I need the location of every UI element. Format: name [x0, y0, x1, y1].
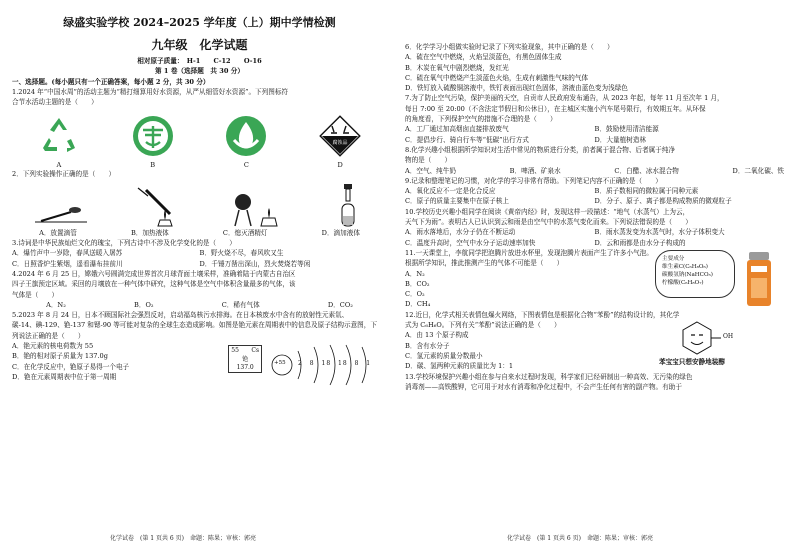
q10-options-row-2 — [405, 238, 784, 248]
q3-option-d[interactable]: D．千锤万凿出深山，烈火焚烧若等闲 — [199, 259, 311, 268]
q12-option-b[interactable]: B．含有水分子 — [405, 341, 450, 350]
cs-number: 55 — [231, 347, 239, 355]
heating-test-tube-icon — [130, 184, 190, 228]
q12-option-a[interactable]: A．由 13 个原子构成 — [405, 331, 469, 340]
q13-line-1: 13.学校环境保护兴趣小组在参与自来水过程时发现，科学家们已经研制出一种高效、无污染的绿色 — [405, 372, 693, 381]
section-1-heading: 一、选择题。(每小题只有一个正确答案，每小题 2 分，共 30 分） — [12, 77, 210, 86]
left-footer: 化学试卷 (第 1 页共 6 页) 命题：陈果；审核：郭亮 — [110, 535, 256, 542]
q5-option-d[interactable]: D．铯在元素周期表中位于第一周期 — [12, 372, 117, 381]
q7-line-3: 的角度看，下列保护空气的措施不合理的是（ ） — [405, 115, 557, 124]
bubble-line-4: 柠檬酸(C₆H₈O₇) — [662, 280, 704, 287]
q8-option-a[interactable]: A．空气、纯牛奶 — [405, 166, 456, 175]
q7-option-a[interactable]: A．工厂通过加高烟囱直接排放废气 — [405, 125, 509, 134]
q8-options — [405, 166, 784, 176]
q7-option-d[interactable]: D．大量植树造林 — [594, 135, 646, 144]
q1-options — [12, 161, 387, 169]
q11-option-c[interactable]: C．O₂ — [405, 290, 425, 299]
q2-images — [12, 182, 387, 228]
q5-option-a[interactable]: A．铯元素的核电荷数为 55 — [12, 342, 94, 351]
cs-shells: 2 8 18 18 8 1 — [298, 360, 372, 368]
school-title: 绿盛实验学校 2024–2025 学年度（上）期中学情检测 — [63, 16, 336, 29]
q4-option-a[interactable]: A．N₂ — [46, 300, 66, 309]
q4-option-c[interactable]: C．稀有气体 — [221, 300, 260, 309]
q7-option-c[interactable]: C．提倡步行、骑自行车等“低碳”出行方式 — [405, 135, 529, 144]
q12-block — [405, 330, 784, 371]
cs-mass: 137.0 — [236, 364, 254, 372]
ingredients-bubble — [655, 250, 735, 298]
q9-stem: 9.记录和整理笔记的习惯，对化学的学习非常有帮助。下列笔记内容不正确的是（ ） — [405, 176, 662, 185]
q3-options-row-1 — [12, 248, 387, 258]
q10-option-b[interactable]: B．雨水蒸发变为水蒸气时，水分子体积变大 — [594, 228, 725, 237]
q11-text — [405, 258, 655, 309]
q13-line-2: 消毒剂——高铁酸钾，它可用于对水有消毒和净化过程中，不会产生任何有害的副产物。有助于 — [405, 382, 682, 391]
q1-option-a[interactable]: A — [56, 161, 62, 170]
q1-icons — [12, 111, 387, 161]
q3-option-a[interactable]: A．爆竹声中一岁除，春风送暖入屠苏 — [12, 249, 123, 258]
phenol-caption: 苯宝宝只想安静地装醇 — [659, 358, 725, 367]
q2-options — [12, 228, 387, 238]
q7-option-b[interactable]: B．鼓励使用清洁能源 — [594, 125, 659, 134]
q5-line-3: 列说法正确的是（ ） — [12, 331, 85, 340]
bubble-line-2: 维生素C(C₆H₈O₆) — [662, 264, 708, 271]
q9-options-row-2 — [405, 196, 784, 206]
q7-options-row-1 — [405, 124, 784, 134]
q11-line-2: 根据所学知识，推此推测产生的气体不可能是（ ） — [405, 259, 564, 268]
q2-option-d[interactable]: D．滴加液体 — [321, 228, 360, 237]
q6-option-c[interactable]: C．硫在氧气中燃烧产生淡蓝色火焰，生成有刺激性气味的气体 — [405, 73, 589, 82]
phenol-meme-figure — [655, 320, 780, 366]
q4-line-1: 4.2024 年 6 月 25 日，嫦娥六号圆满完成世界首次月球背面土壤采样，准确着陆于内蒙古自治区 — [12, 269, 296, 278]
cs-nucleus: +55 — [274, 360, 286, 367]
q12-option-d[interactable]: D．碳、氢两种元素的质量比为 1：1 — [405, 362, 514, 371]
q8-line-2: 物的是（ ） — [405, 156, 452, 165]
q12-option-c[interactable]: C．氢元素的质量分数最小 — [405, 351, 483, 360]
q4-options — [12, 300, 387, 310]
q10-option-a[interactable]: A．雨水落地后，水分子仍在不断运动 — [405, 228, 516, 237]
effervescent-tablet-figure — [655, 250, 780, 308]
dropper-on-table-icon — [31, 188, 91, 228]
q8-option-d[interactable]: D．二氧化碳、铁 — [732, 166, 784, 175]
q12-line-1: 12.近日，化学式相关表情包爆火网络，下图表情包是根据化合物“苯酚”的结构设计的，其化学 — [405, 310, 680, 319]
q6-stem: 6．化学学习小组做实验时记录了下列实验现象，其中正确的是（ ） — [405, 43, 614, 51]
q4-option-d[interactable]: D．CO₂ — [327, 300, 353, 309]
q3-options-row-2 — [12, 259, 387, 269]
q8-line-1: 8.化学兴趣小组根据所学知识对生活中常见的物质进行分类，前者属于混合物、后者属于纯净 — [405, 145, 676, 154]
q9-option-c[interactable]: C．原子的质量主要集中在原子核上 — [405, 197, 509, 206]
q3-option-b[interactable]: B．野火烧不尽，春风吹又生 — [199, 249, 284, 258]
q11-option-d[interactable]: D．CH₄ — [405, 300, 431, 309]
atomic-mass: 相对原子质量： H-1 C-12 O-16 — [137, 57, 262, 65]
q5-options — [12, 341, 210, 389]
phenol-oh: OH — [723, 333, 734, 341]
q2-option-a[interactable]: A．放置滴管 — [39, 228, 77, 237]
q5-option-b[interactable]: B．铯的相对原子质量为 137.0g — [12, 352, 108, 361]
q8-option-c[interactable]: C．白醋、冰水混合物 — [614, 166, 679, 175]
adding-liquid-test-tube-icon — [328, 182, 368, 228]
q5-line-2: 碳-14、碘-129、铯-137 和锶-90 等可能对复杂的全球生态造成影响。如图是铯元素在周期表中的信息及原子结构示意图，下 — [12, 321, 377, 330]
q3-option-c[interactable]: C．日照香炉生紫烟，遥看瀑布挂前川 — [12, 259, 123, 268]
q11-option-a[interactable]: A．N₂ — [405, 269, 425, 278]
cs-periodic-cell — [228, 345, 262, 373]
q6-option-b[interactable]: B．木炭在氧气中剧烈燃烧，发红光 — [405, 63, 509, 72]
q5-block — [12, 341, 387, 389]
q2-option-b[interactable]: B．加热液体 — [130, 228, 169, 237]
q10-option-d[interactable]: D．云和雨都是由水分子构成的 — [594, 238, 686, 247]
q4-option-b[interactable]: B．O₂ — [134, 300, 154, 309]
q9-option-a[interactable]: A．氧化反应不一定是化合反应 — [405, 187, 496, 196]
q7-options-row-2 — [405, 135, 784, 145]
water-drop-circle-icon — [224, 114, 268, 158]
q1-line-2: 合节水活动主题的是（ ） — [12, 98, 98, 107]
q9-options-row-1 — [405, 186, 784, 196]
right-page — [397, 0, 794, 550]
cs-atom-diagram — [268, 341, 387, 389]
q5-option-c[interactable]: C．在化学反应中，铯原子易得一个电子 — [12, 362, 130, 371]
q12-line-2: 式为 C₆H₆O。下列有关“苯酚”说法正确的是（ ） — [405, 321, 561, 330]
q1-option-c[interactable]: C — [243, 161, 249, 170]
blowing-out-lamp-icon — [229, 184, 289, 228]
q10-option-c[interactable]: C．温度升高时，空气中水分子运动速率加快 — [405, 238, 536, 247]
tablet-tube-icon — [741, 250, 777, 308]
q6-option-d[interactable]: D．铁钉放入硫酸铜溶液中，铁钉表面出现红色固体，溶液由蓝色变为浅绿色 — [405, 84, 628, 93]
q9-option-b[interactable]: B．质子数相同的微粒属于同种元素 — [594, 187, 699, 196]
water-saving-logo-icon — [131, 114, 175, 158]
q11-line-1: 11.一天课堂上，李航同学把泡腾片放进水杯里，发现泡腾片表面产生了许多小气泡。 — [405, 248, 653, 257]
q11-block — [405, 258, 784, 309]
q11-option-b[interactable]: B．CO₂ — [405, 279, 430, 288]
q7-line-1: 7.为了防止空气污染，保护美丽的天空，自贡市人民政府发布通告，从 2023 年起，每年 11 月至次年 1 月， — [405, 94, 724, 103]
q3-stem: 3.诗词是中华民族灿烂文化的瑰宝，下列古诗中不涉及化学变化的是（ ） — [12, 239, 236, 248]
q10-line-2: 天气下为雨”。表明古人已认识到云和雨是由空气中的水蒸气变化而来。下列说法错误的是（ ） — [405, 218, 692, 227]
q8-option-b[interactable]: B．啤酒、矿泉水 — [509, 166, 561, 175]
recycle-icon — [37, 114, 81, 158]
q10-options-row-1 — [405, 227, 784, 237]
q5-line-1: 5.2023 年 8 月 24 日，日本不顾国际社会强烈反对，启动福岛核污水排海。在日本核废水中含有的放射性元素氚、 — [12, 311, 349, 320]
q10-line-1: 10.学校历史兴趣小组同学在阅读《黄帝内经》时，发现这样一段描述：“地气（水蒸气）上为云， — [405, 207, 690, 216]
q4-line-2: 四子王旗预定区域。采回的月壤放在一种气体中研究，这种气体是空气中体积含量最多的气体，该 — [12, 280, 296, 289]
q4-line-3: 气体是（ ） — [12, 290, 59, 299]
q1-option-b[interactable]: B — [150, 161, 156, 170]
corrosive-hazard-icon — [318, 114, 362, 158]
cs-name: 铯 — [242, 355, 249, 363]
q9-option-d[interactable]: D．分子、原子、离子都是构成物质的微观粒子 — [594, 197, 732, 206]
right-footer: 化学试卷 (第 1 页共 6 页) 命题：陈果；审核：郭亮 — [507, 535, 653, 542]
q2-stem: 2．下列实验操作正确的是（ ） — [12, 170, 116, 179]
q2-option-c[interactable]: C．熄灭酒精灯 — [222, 228, 268, 237]
q1-line-1: 1.2024 年“中国水周”的活动主题为“精打细算用好水资源，从严从细管好水资源”。下列图标符 — [12, 87, 289, 96]
q12-options — [405, 330, 655, 371]
bubble-line-1: 主要成分 — [662, 256, 685, 263]
q7-line-2: 每日 7:00 至 20:00（不含法定节假日和公休日），在主城区实施小汽车尾号限行，有效期五年。从环保 — [405, 104, 706, 113]
cs-symbol: Cs — [251, 347, 260, 355]
bubble-line-3: 碳酸氢钠(NaHCO₃) — [662, 272, 713, 279]
hazard-label: 腐蚀品 — [332, 140, 348, 147]
q1-option-d[interactable]: D — [337, 161, 343, 170]
grade-subject: 九年级 化学试题 — [151, 38, 248, 52]
q6-option-a[interactable]: A．硫在空气中燃烧，火焰呈淡蓝色，有黑色固体生成 — [405, 53, 562, 62]
volume-heading: 第 1 卷（选择题 共 30 分） — [155, 67, 244, 76]
